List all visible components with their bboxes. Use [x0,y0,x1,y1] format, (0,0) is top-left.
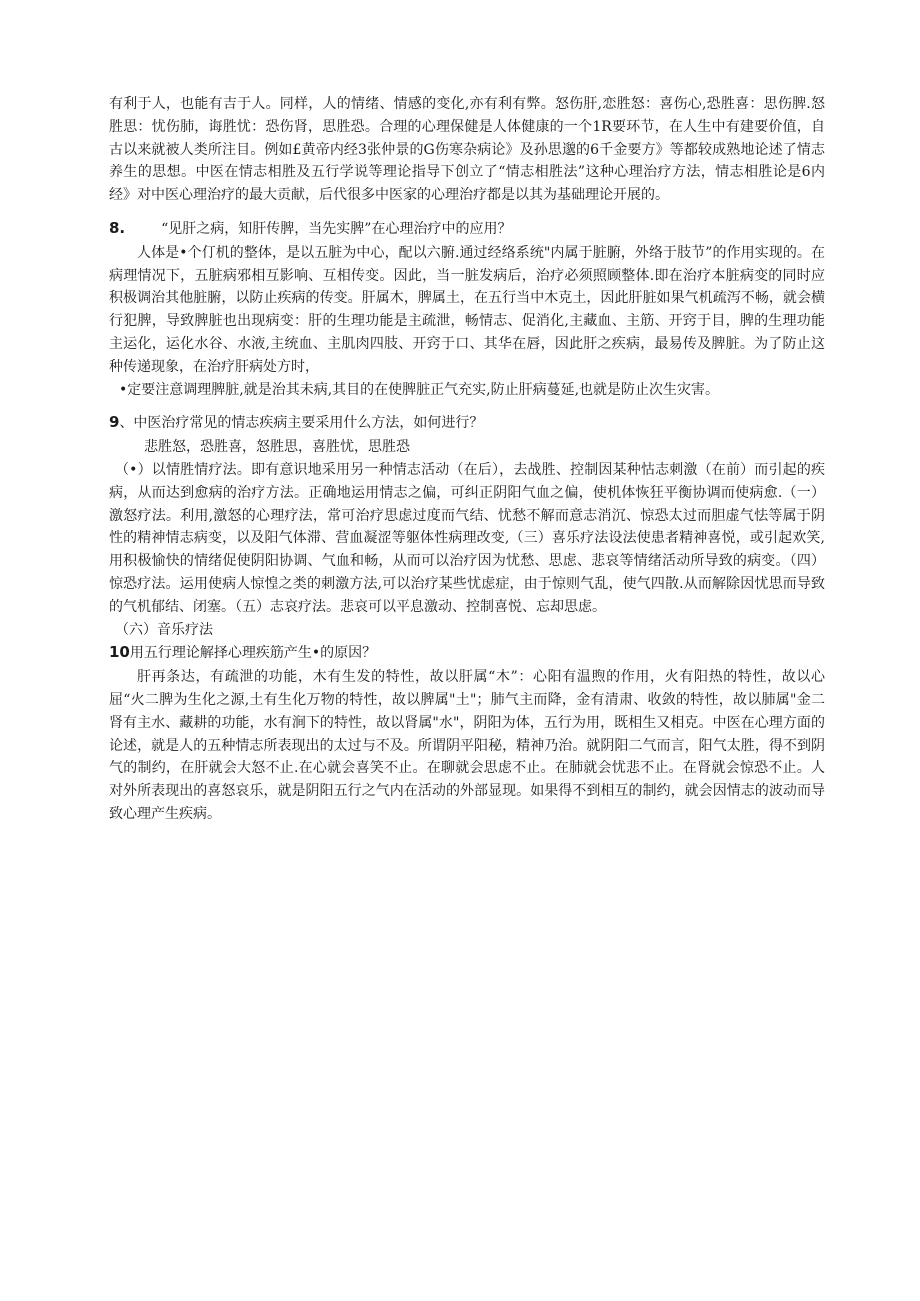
paragraph-emotions-intro: 有利于人，也能有吉于人。同样，人的情绪、情感的变化,亦有利有弊。怒伤肝,恋胜怒：喜伤心,恐胜喜：思伤脾.怒胜思：忧伤肺，诲胜忧：恐伤肾，思胜恐。合理的心理保健是人体健康的一个1R要环节，在人生中有建要价值，自古以来就被人类所注目。例如£黄帝内经3张仲景的G伤寒杂病论》及孙思邈的6千金要方》等都较成熟地论述了情志养生的思想。中医在情志相胜及五行学说等理论指导下创立了“情志相胜法”这种心理治疗方法，情志相胜论是6内经》对中医心理治疗的最大贡献，后代很多中医家的心理治疗都是以其为基础理论开展的。 [109,96,825,204]
question-10-body: 肝再条达，有疏泄的功能，木有生发的特性，故以肝属“木”：心阳有温煦的作用，火有阳热的特性，故以心屈“火二脾为生化之源,土有生化万物的特性，故以脾属"土"；肺气主而降，金有清肃、收敛的特性，故以肺属"金二肾有主水、藏耕的功能，水有涧下的特性，故以肾属"水"，阴阳为体，五行为用，既相生又相克。中医在心理方面的论述，就是人的五种情志所表现出的太过与不及。所谓阴平阳秘，精神乃治。就阴阳二气而言，阳气太胜，得不到阴气的制约，在肝就会大怒不止.在心就会喜笑不止。在聊就会思虑不止。在肺就会忧悲不止。在肾就会惊恐不止。人对外所表现出的喜怒哀乐，就是阴阳五行之气内在活动的外部显现。如果得不到相互的制约，就会因情志的波动而导致心理产生疾病。 [109,669,825,822]
question-8-tail: •定要注意调理脾脏,就是治其未病,其目的在使脾脏正气充实,防止肝病蔓延,也就是防止次生灾害。 [119,381,720,398]
question-9-body: （•）以情胜情疗法。即有意识地采用另一种情志活动（在后），去战胜、控制因某种怙志刺激（在前）而引起的疾病，从而达到愈病的治疗方法。正确地运用情志之偏，可纠正阴阳气血之偏，使机体恢狂平衡协调而使病愈.（一）激怒疗法。利用,激怒的心理疗法，常可治疗思虑过度而气结、忧愁不解而意志消沉、惊恐太过而胆虚气怯等属于阴性的精神情志病变，以及阳气体滞、营血凝涩等躯体性病理改变,（三）喜乐疗法设法使患者精神喜悦，或引起欢笑,用积极愉快的情绪促使阴阳协调、气血和畅，从而可以治疗因为忧愁、思虑、悲哀等情绪活动所导致的病变。（四）惊恐疗法。运用使病人惊惶之类的刺激方法,可以治疗某些忧虑症，由于惊则气乱，使气四散.从而解除因忧思而导致的气机郁结、闭塞。（五）志哀疗法。悲哀可以平息激动、控制喜悦、忘却思虑。 [109,461,825,615]
question-9-principles: 悲胜怒，恐胜喜，怒胜思，喜胜忧，思胜恐 [144,439,410,456]
question-8-heading [109,217,825,241]
question-10-title: 用五行理论解择心理疾筋产生•的原因？ [129,645,377,662]
question-10-heading [109,641,825,665]
question-9-title: 、中医治疗常见的情志疾病主要采用什么方法，如何进行？ [119,415,484,432]
question-8-body: 人体是•个仃机的整体，是以五脏为中心，配以六腑.通过经络系统"内属于脏腑，外络于肢节”的作用实现的。在病理情况下，五脏病邪相互影响、互相传变。因此，当一脏发病后，治疗必须照顾整体.即在治疗本脏病变的同时应积极调治其他脏腑，以防止疾病的传变。肝属木，脾属土，在五行当中木克土，因此肝脏如果气机疏泻不畅，就会横行犯脾，导致脾脏也出现病变：肝的生理功能是主疏泄，畅情志、促消化,主藏血、主筋、开窍于目，脾的生理功能主运化，运化水谷、水液,主统血、主肌肉四肢、开窍于口、其华在唇，因此肝之疾病，最易传及脾脏。为了防止这种传递现象，在治疗肝病处方时， [109,244,825,375]
document-page [109,93,825,826]
question-9-tail: （六）音乐疗法 [115,621,213,638]
question-10-number: 10 [109,643,130,662]
question-9-number: 9 [109,413,120,432]
question-8-title: “见肝之病，知肝传脾，当先实脾”在心理治疗中的应用？ [161,220,512,237]
question-8-number: 8. [109,218,126,237]
question-9-heading [109,411,825,435]
